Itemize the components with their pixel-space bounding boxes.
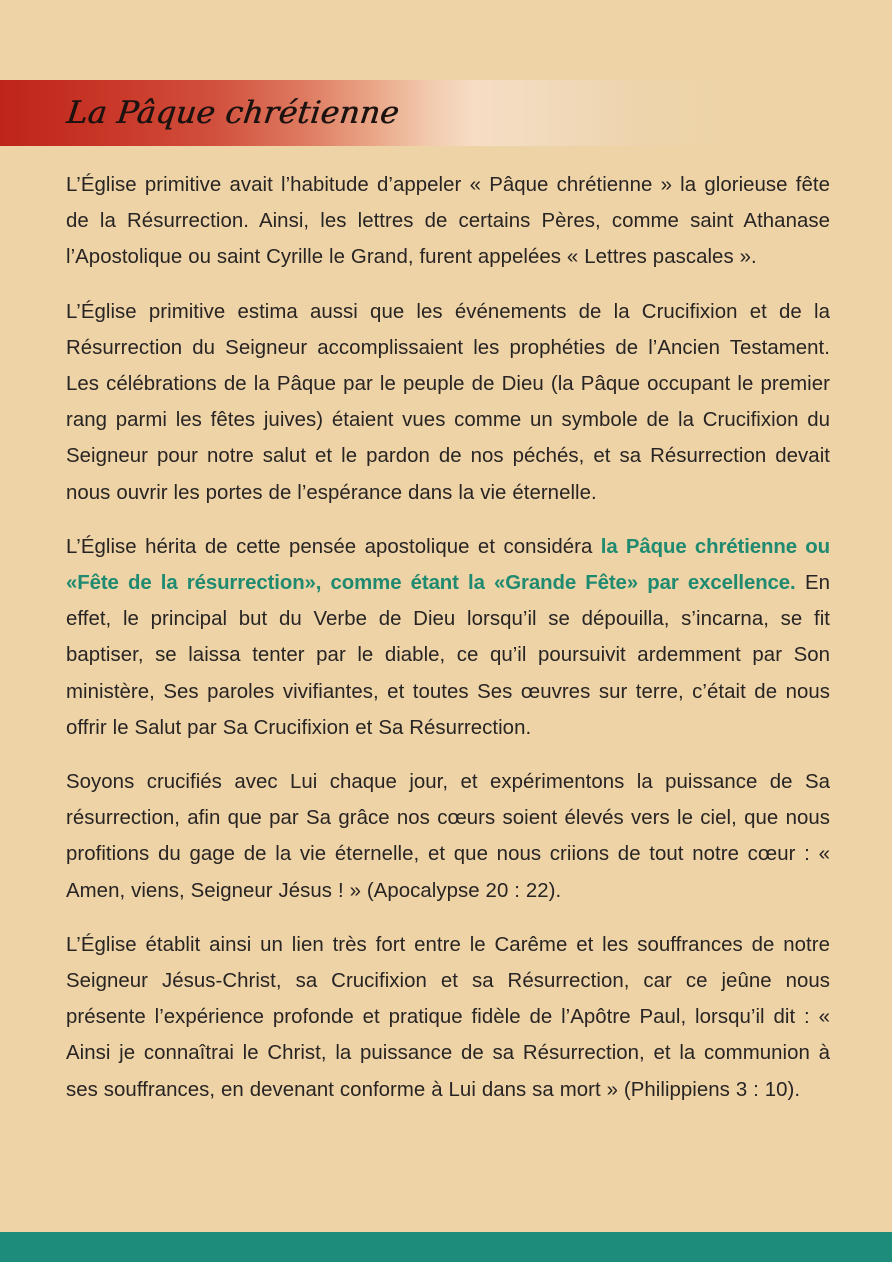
highlighted-phrase: la Pâque chrétienne ou «Fête de la résurrection», comme étant la «Grande Fête» par excellence. — [66, 535, 830, 595]
footer-bar — [0, 1232, 892, 1262]
paragraph-4: Soyons crucifiés avec Lui chaque jour, et expérimentons la puissance de Sa résurrection, afin que par Sa grâce nos cœurs soient élevés vers le ciel, que nous profitions du gage de la vie éternelle, et que nous criions de tout notre cœur : « Amen, viens, Seigneur Jésus ! » (Apocalypse 20 : 22). — [66, 771, 830, 902]
paragraph-1: L’Église primitive avait l’habitude d’appeler « Pâque chrétienne » la glorieuse fête de la Résurrection. Ainsi, les lettres de certains Pères, comme saint Athanase l’Apostolique ou saint Cyrille le Grand, furent appelées « Lettres pascales ». — [66, 174, 830, 269]
document-body — [66, 167, 830, 1108]
paragraph-3-lead: L’Église hérita de cette pensée apostolique et considéra — [66, 535, 601, 558]
paragraph-3-tail: En effet, le principal but du Verbe de Dieu lorsqu’il se dépouilla, s’incarna, se fit baptiser, se laissa tenter par le diable, ce qu’il poursuivit ardemment par Son ministère, Ses paroles vivifiantes, et toutes Ses œuvres sur terre, c’était de nous offrir le Salut par Sa Crucifixion et Sa Résurrection. — [66, 572, 830, 739]
page-title: La Pâque chrétienne — [64, 95, 402, 131]
paragraph-2: L’Église primitive estima aussi que les événements de la Crucifixion et de la Résurrection du Seigneur accomplissaient les prophéties de l’Ancien Testament. Les célébrations de la Pâque par le peuple de Dieu (la Pâque occupant le premier rang parmi les fêtes juives) étaient vues comme un symbole de la Crucifixion du Seigneur pour notre salut et le pardon de nos péchés, et sa Résurrection devait nous ouvrir les portes de l’espérance dans la vie éternelle. — [66, 300, 830, 504]
paragraph-3 — [66, 529, 830, 746]
paragraph-5: L’Église établit ainsi un lien très fort entre le Carême et les souffrances de notre Seigneur Jésus-Christ, sa Crucifixion et sa Résurrection, car ce jeûne nous présente l’expérience profonde et pratique fidèle de l’Apôtre Paul, lorsqu’il dit : « Ainsi je connaîtrai le Christ, la puissance de sa Résurrection, et la communion à ses souffrances, en devenant conforme à Lui dans sa mort » (Philippiens 3 : 10). — [66, 933, 830, 1101]
